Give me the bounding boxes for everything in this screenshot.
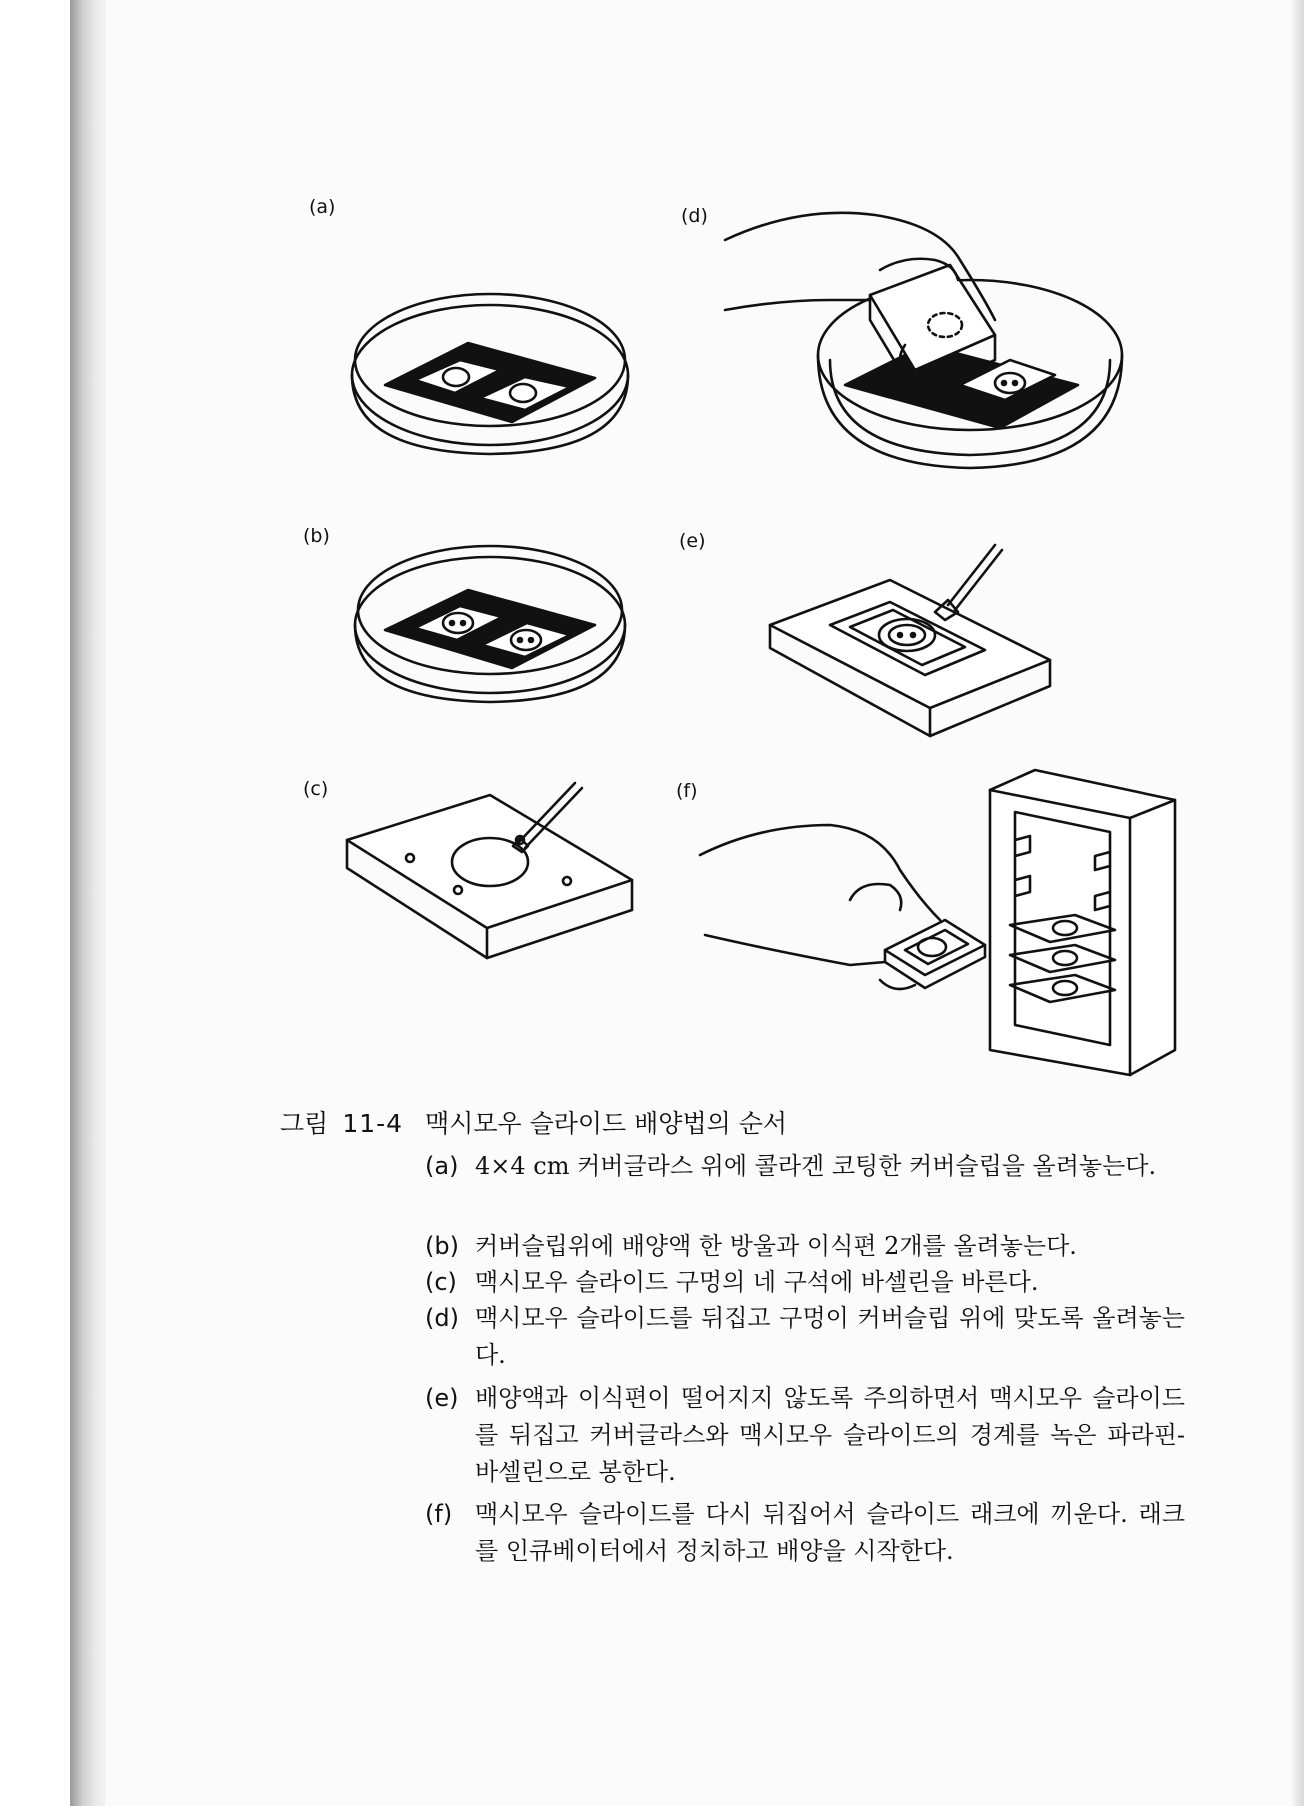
step-text: 맥시모우 슬라이드 구멍의 네 구석에 바셀린을 바른다. bbox=[475, 1268, 1039, 1296]
panel-b-label: (b) bbox=[303, 525, 330, 547]
panel-f-label: (f) bbox=[676, 780, 698, 802]
caption-title: 맥시모우 슬라이드 배양법의 순서 bbox=[425, 1109, 788, 1138]
caption-prefix: 그림 bbox=[280, 1109, 329, 1138]
step-tag: (e) bbox=[425, 1384, 459, 1412]
panel-c-illustration bbox=[347, 783, 632, 958]
step-d bbox=[425, 1300, 1185, 1374]
step-tag: (a) bbox=[425, 1152, 459, 1180]
panel-c-label: (c) bbox=[303, 778, 329, 800]
panel-a-illustration bbox=[352, 294, 628, 454]
step-tag: (b) bbox=[425, 1232, 459, 1260]
panel-d-illustration bbox=[725, 213, 1122, 468]
step-text: 4×4 cm 커버글라스 위에 콜라겐 코팅한 커버슬립을 올려놓는다. bbox=[475, 1152, 1157, 1180]
step-text: 배양액과 이식편이 떨어지지 않도록 주의하면서 맥시모우 슬라이드를 뒤집고 커버글라스와 맥시모우 슬라이드의 경계를 녹은 파라핀-바셀린으로 봉한다. bbox=[475, 1384, 1185, 1486]
step-e bbox=[425, 1380, 1185, 1491]
step-tag: (f) bbox=[425, 1500, 453, 1528]
panel-d-label: (d) bbox=[681, 205, 708, 227]
caption-number: 11-4 bbox=[342, 1109, 404, 1138]
step-f bbox=[425, 1496, 1185, 1570]
step-text: 커버슬립위에 배양액 한 방울과 이식편 2개를 올려놓는다. bbox=[475, 1232, 1077, 1260]
panel-b-illustration bbox=[355, 546, 625, 702]
panel-e-illustration bbox=[770, 545, 1050, 736]
step-tag: (d) bbox=[425, 1304, 459, 1332]
step-text: 맥시모우 슬라이드를 뒤집고 구멍이 커버슬립 위에 맞도록 올려놓는다. bbox=[475, 1304, 1185, 1369]
step-a bbox=[425, 1148, 1185, 1185]
step-c bbox=[425, 1264, 1185, 1301]
figure-caption bbox=[280, 1104, 787, 1140]
panel-e-label: (e) bbox=[679, 530, 706, 552]
step-text: 맥시모우 슬라이드를 다시 뒤집어서 슬라이드 래크에 끼운다. 래크를 인큐베이터에서 정치하고 배양을 시작한다. bbox=[475, 1500, 1185, 1565]
step-tag: (c) bbox=[425, 1268, 457, 1296]
step-b bbox=[425, 1228, 1185, 1265]
panel-f-illustration bbox=[700, 770, 1175, 1075]
panel-a-label: (a) bbox=[309, 196, 336, 218]
